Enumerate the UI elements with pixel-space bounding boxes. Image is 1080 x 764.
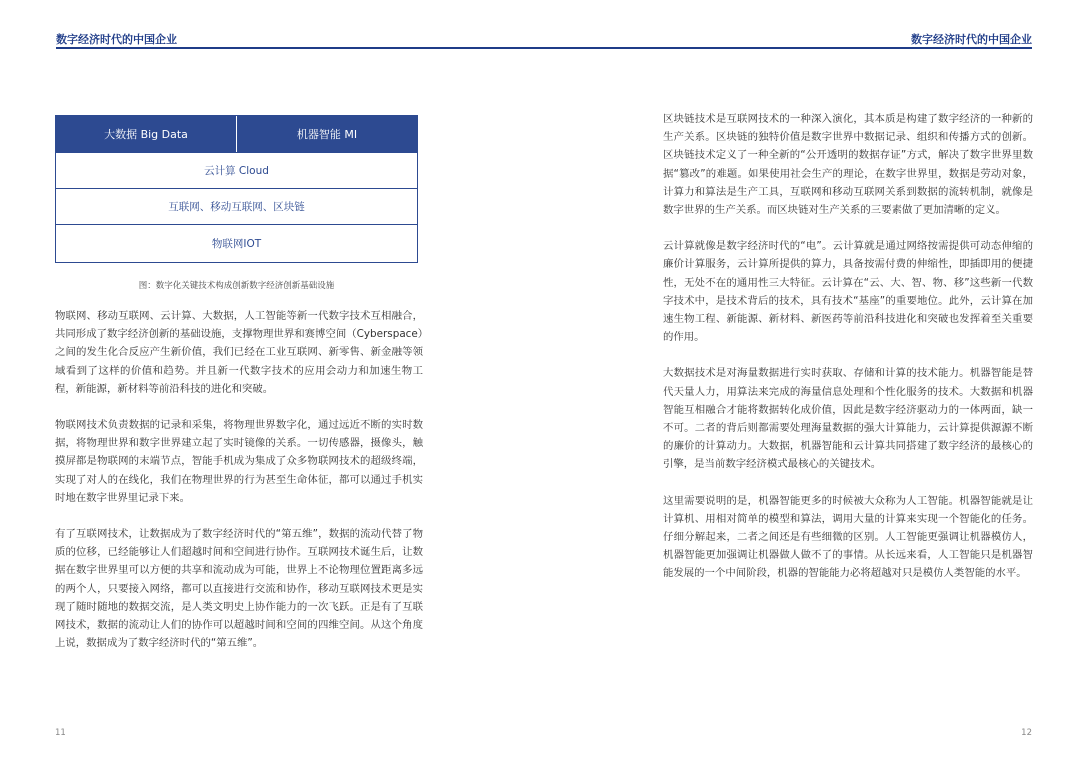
right-paragraph-4: 这里需要说明的是，机器智能更多的时候被大众称为人工智能。机器智能就是让计算机、用相对简单的模型和算法，调用大量的计算来实现一个智能化的任务。仔细分解起来，二者之间还是有些细微的区别。人工智能更强调让机器模仿人，机器智能更加强调让机器做人做不了的事情。从长远来看，人工智能只是机器智能发展的一个中间阶段，机器的智能能力必将超越对只是模仿人类智能的水平。 bbox=[663, 494, 1033, 580]
left-paragraph-1: 物联网、移动互联网、云计算、大数据，人工智能等新一代数字技术互相融合，共同形成了数字经济创新的基础设施，支撑物理世界和赛博空间（Cyberspace）之间的发生化合反应产生新价值，我们已经在工业互联网、新零售、新金融等领域看到了这样的价值和趋势。并且新一代数字技术的应用会动力和加速生物工程，新能源，新材料等前沿科技的进化和突破。 bbox=[55, 310, 423, 395]
right-paragraph-2: 云计算就像是数字经济时代的“电”。云计算就是通过网络按需提供可动态伸缩的廉价计算服务，云计算所提供的算力，具备按需付费的伸缩性，即插即用的便捷性，无处不在的通用性三大特征。云计算在“云、大、智、物、移”这些新一代数字技术中，是技术背后的技术，具有技术“基座”的重要地位。此外，云计算在加速生物工程、新能源、新材料、新医药等前沿科技进化和突破也发挥着至关重要的作用。 bbox=[663, 240, 1033, 344]
right-paragraph-3: 大数据技术是对海量数据进行实时获取、存储和计算的技术能力。机器智能是替代天量人力，用算法来完成的海量信息处理和个性化服务的技术。大数据和机器智能互相融合才能将数据转化成价值，因此是数字经济驱动力的一体两面，缺一不可。二者的背后则都需要处理海量数据的强大计算能力，云计算提供源源不断的廉价的计算动力。大数据，机器智能和云计算共同搭建了数字经济的最核心的引擎，是当前数字经济模式最核心的关键技术。 bbox=[663, 367, 1033, 471]
diagram-cell-big-data: 大数据 Big Data bbox=[56, 116, 236, 152]
diagram-row-iot: 物联网IOT bbox=[56, 224, 417, 262]
diagram-row-cloud: 云计算 Cloud bbox=[56, 152, 417, 188]
left-paragraph-2: 物联网技术负责数据的记录和采集，将物理世界数字化，通过远近不断的实时数据，将物理世界和数字世界建立起了实时镜像的关系。一切传感器，摄像头，触摸屏都是物联网的末端节点，智能手机成为集成了众多物联网技术的超级终端，实现了对人的在线化，我们在物理世界的行为甚至生命体征，都可以通过手机实时地在数字世界里记录下来。 bbox=[55, 419, 423, 504]
diagram-top-row bbox=[56, 116, 417, 152]
diagram-row-internet: 互联网、移动互联网、区块链 bbox=[56, 188, 417, 224]
header-rule-left bbox=[56, 47, 540, 49]
left-body-text bbox=[55, 307, 423, 670]
infrastructure-diagram bbox=[55, 115, 418, 263]
page-number-right: 12 bbox=[1021, 728, 1032, 738]
header-title-left: 数字经济时代的中国企业 bbox=[56, 33, 177, 46]
header-rule-right bbox=[540, 47, 1032, 49]
right-paragraph-1: 区块链技术是互联网技术的一种深入演化，其本质是构建了数字经济的一种新的生产关系。区块链的独特价值是数字世界中数据记录、组织和传播方式的创新。区块链技术定义了一种全新的“公开透明的数据存证”方式，解决了数字世界里数据“篡改”的难题。如果使用社会生产的理论，在数字世界里，数据是劳动对象，计算力和算法是生产工具，互联网和移动互联网关系到数据的流转机制，就像是数字世界的生产关系。而区块链对生产关系的三要素做了更加清晰的定义。 bbox=[663, 113, 1033, 217]
right-body-text bbox=[663, 110, 1033, 601]
right-page bbox=[540, 0, 1080, 764]
diagram-cell-machine-intelligence: 机器智能 MI bbox=[236, 116, 417, 152]
left-paragraph-3: 有了互联网技术，让数据成为了数字经济时代的“第五维”，数据的流动代替了物质的位移，已经能够让人们超越时间和空间进行协作。互联网技术诞生后，让数据在数字世界里可以方便的共享和流动成为可能，世界上不论物理位置距离多远的两个人，只要接入网络，都可以直接进行交流和协作，移动互联网技术更是实现了随时随地的数据交流，是人类文明史上协作能力的一次飞跃。正是有了互联网技术，数据的流动让人们的协作可以超越时间和空间的四维空间。从这个角度上说，数据成为了数字经济时代的“第五维”。 bbox=[55, 528, 423, 650]
page-number-left: 11 bbox=[55, 728, 66, 738]
diagram-caption: 图：数字化关键技术构成创新数字经济创新基础设施 bbox=[138, 281, 335, 291]
header-title-right: 数字经济时代的中国企业 bbox=[911, 33, 1032, 46]
